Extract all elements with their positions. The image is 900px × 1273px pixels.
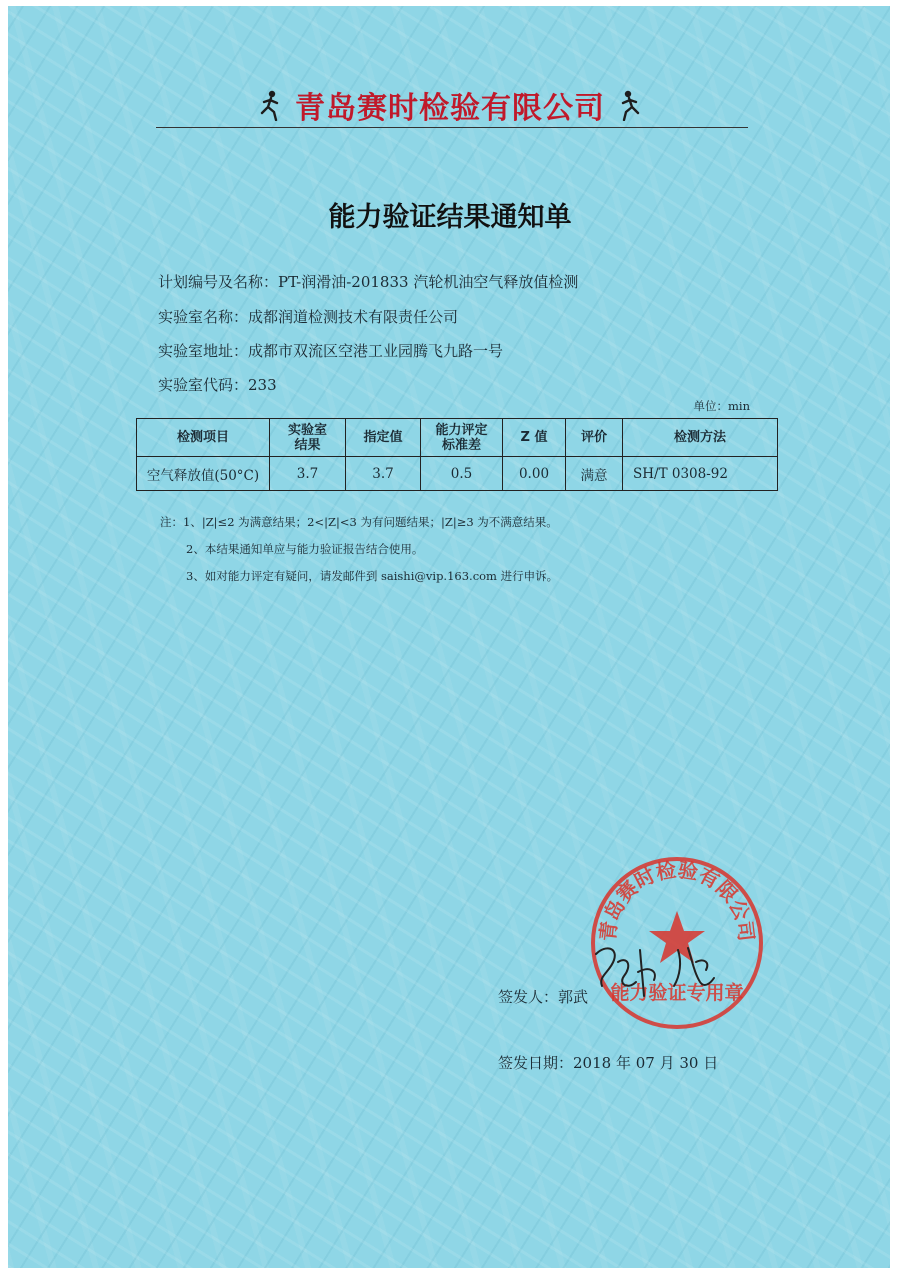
cell-item: 空气释放值(50°C) <box>137 457 270 491</box>
runner-icon <box>615 89 643 121</box>
cell-z: 0.00 <box>503 457 566 491</box>
table-row <box>137 457 778 491</box>
header-divider <box>156 127 748 128</box>
col-header-sd <box>421 419 503 457</box>
handwritten-signature <box>588 932 728 1004</box>
col-header-method: 检测方法 <box>623 419 778 457</box>
document-title: 能力验证结果通知单 <box>328 202 572 233</box>
table-header-row <box>137 419 778 457</box>
letterhead <box>0 82 900 128</box>
col-header-z: Z 值 <box>503 419 566 457</box>
note-1: 注：1、|Z|≤2 为满意结果；2<|Z|<3 为有问题结果；|Z|≥3 为不满意结果。 <box>160 515 558 529</box>
col-header-rating: 评价 <box>566 419 623 457</box>
col-header-item: 检测项目 <box>137 419 270 457</box>
col-header-sd-line2: 标准差 <box>441 437 481 453</box>
signer-line: 签发人：郭武 <box>498 988 589 1006</box>
unit-label: 单位：min <box>693 399 750 413</box>
col-header-sd-line1: 能力评定 <box>435 422 488 438</box>
lab-code-line: 实验室代码：233 <box>158 376 277 394</box>
cell-assigned: 3.7 <box>346 457 421 491</box>
lab-address-line: 实验室地址：成都市双流区空港工业园腾飞九路一号 <box>158 342 504 360</box>
plan-line: 计划编号及名称：PT-润滑油-201833 汽轮机油空气释放值检测 <box>158 273 579 291</box>
note-2: 2、本结果通知单应与能力验证报告结合使用。 <box>186 542 424 556</box>
cell-lab-result: 3.7 <box>270 457 346 491</box>
col-header-lab-result-line2: 结果 <box>294 437 321 453</box>
cell-method: SH/T 0308-92 <box>623 457 778 491</box>
company-name: 青岛赛时检验有限公司 <box>295 91 605 126</box>
sign-date-line: 签发日期：2018 年 07 月 30 日 <box>498 1054 719 1072</box>
seal-ring-text: 青岛赛时检验有限公司 <box>595 857 759 943</box>
cell-sd: 0.5 <box>421 457 503 491</box>
lab-name-line: 实验室名称：成都润道检测技术有限责任公司 <box>158 308 459 326</box>
col-header-lab-result-line1: 实验室 <box>287 422 327 438</box>
col-header-lab-result <box>270 419 346 457</box>
seal-subtext: 能力验证专用章 <box>610 982 744 1004</box>
results-table <box>136 418 778 491</box>
cell-rating: 满意 <box>566 457 623 491</box>
runner-icon <box>257 89 285 121</box>
note-3: 3、如对能力评定有疑问，请发邮件到 saishi@vip.163.com 进行申诉。 <box>186 569 559 583</box>
col-header-assigned: 指定值 <box>346 419 421 457</box>
